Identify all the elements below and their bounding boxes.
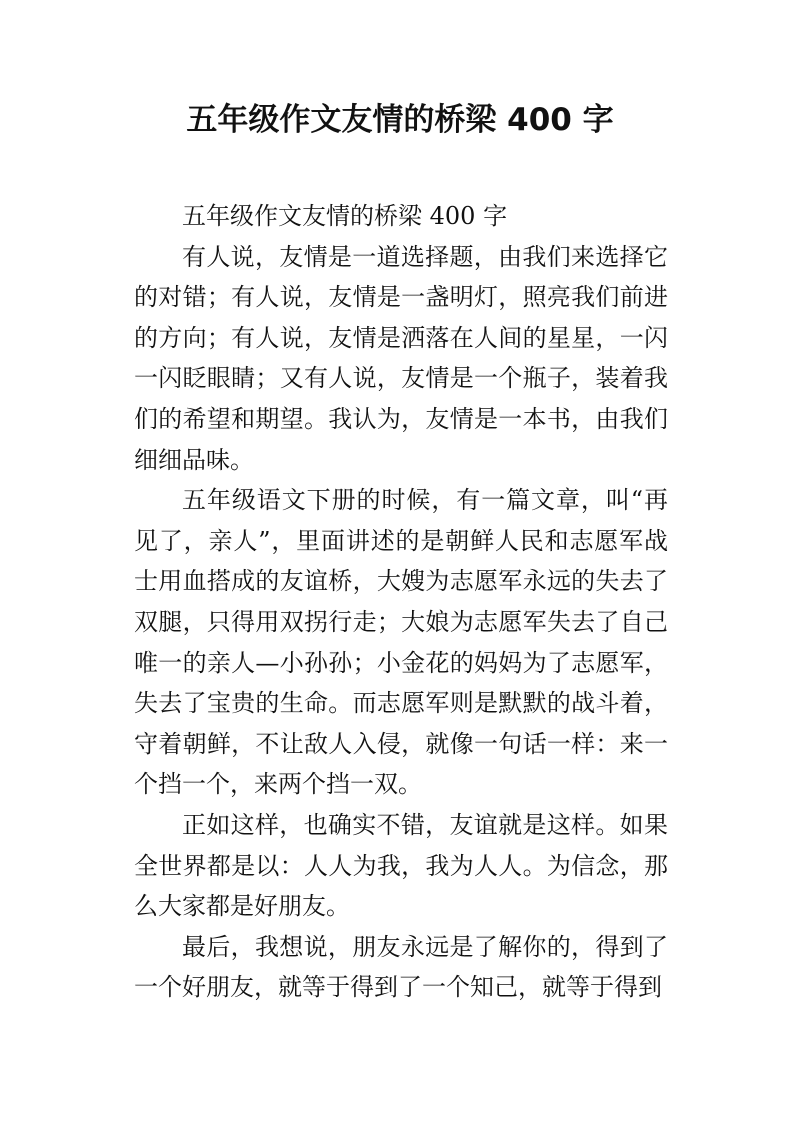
document-subtitle: 五年级作文友情的桥梁 400 字	[182, 202, 508, 230]
paragraph: 最后，我想说，朋友永远是了解你的，得到了一个好朋友，就等于得到了一个知己，就等于得到	[134, 932, 668, 1002]
document-title: 五年级作文友情的桥梁 400 字	[186, 102, 614, 138]
paragraph: 正如这样，也确实不错，友谊就是这样。如果全世界都是以：人人为我，我为人人。为信念，那么大家都是好朋友。	[134, 810, 668, 921]
paragraph: 有人说，友情是一道选择题，由我们来选择它的对错；有人说，友情是一盏明灯，照亮我们前进的方向；有人说，友情是洒落在人间的星星，一闪一闪眨眼睛；又有人说，友情是一个瓶子，装着我们的希望和期望。我认为，友情是一本书，由我们细细品味。	[134, 242, 668, 474]
document-body	[134, 196, 668, 1008]
paragraph: 五年级语文下册的时候，有一篇文章，叫“再见了，亲人”，里面讲述的是朝鲜人民和志愿军战士用血搭成的友谊桥，大嫂为志愿军永远的失去了双腿，只得用双拐行走；大娘为志愿军失去了自己唯一的亲人—小孙孙；小金花的妈妈为了志愿军，失去了宝贵的生命。而志愿军则是默默的战斗着，守着朝鲜，不让敌人入侵，就像一句话一样：来一个挡一个，来两个挡一双。	[134, 486, 668, 799]
